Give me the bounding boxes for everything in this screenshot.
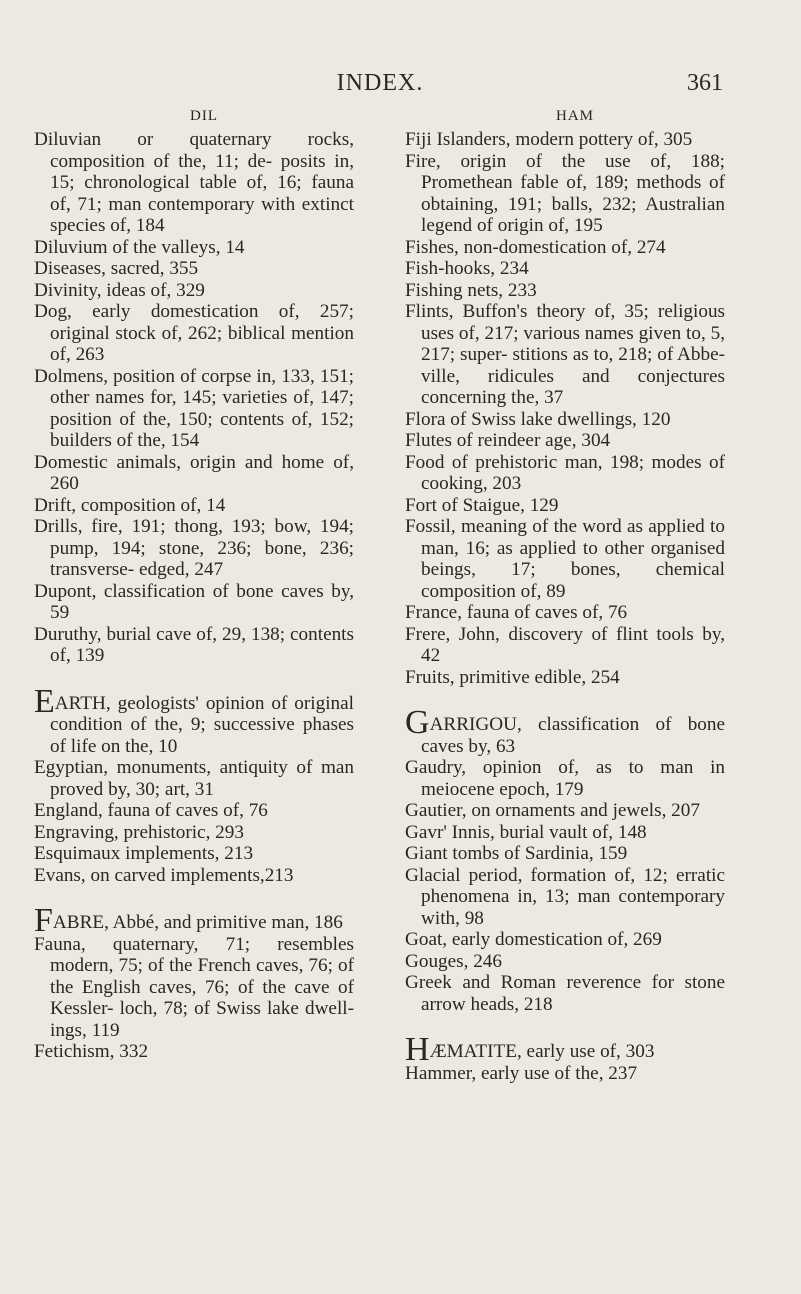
left-column <box>34 108 354 1063</box>
index-entry: Gautier, on ornaments and jewels, 207 <box>405 800 700 821</box>
index-entry: Goat, early domestication of, 269 <box>405 929 662 950</box>
index-entry: Dog, early domestication of, 257; original stock of, 262; biblical mention of, 263 <box>34 301 354 365</box>
index-entry: Engraving, prehistoric, 293 <box>34 821 244 843</box>
drop-initial: F <box>34 902 53 939</box>
index-entry: France, fauna of caves of, 76 <box>405 602 628 623</box>
index-entry: Fiji Islanders, modern pottery of, 305 <box>405 129 693 150</box>
index-entry: Frere, John, discovery of flint tools by, 42 <box>405 623 725 666</box>
index-entry-section-h <box>405 1031 725 1068</box>
page-title: INDEX. <box>336 70 424 96</box>
index-entry: Fort of Staigue, 129 <box>405 494 559 516</box>
index-entry: Fire, origin of the use of, 188; Promethean fable of, 189; methods of obtaining, 191; balls, 232; Australian legend of origin of, 195 <box>405 150 725 236</box>
index-entry: Divinity, ideas of, 329 <box>34 279 205 301</box>
index-entry: Esquimaux implements, 213 <box>34 843 254 864</box>
index-entry: Diluvium of the valleys, 14 <box>34 236 245 258</box>
index-entry: Fruits, primitive edible, 254 <box>405 666 620 688</box>
index-entry: Domestic animals, origin and home of, 260 <box>34 451 354 494</box>
index-entry: Glacial period, formation of, 12; erratic phenomena in, 13; man contemporary with, 98 <box>405 864 725 929</box>
index-entry: England, fauna of caves of, 76 <box>34 800 268 821</box>
index-entry: Fauna, quaternary, 71; resembles modern, 75; of the French caves, 76; of the English caves, 76; of the cave of Kessler- loch, 78; of Swiss lake dwell- ings, 119 <box>34 933 354 1041</box>
right-column <box>405 108 725 1084</box>
index-entry: Egyptian, monuments, antiquity of man proved by, 30; art, 31 <box>34 757 354 800</box>
index-entry: Flints, Buffon's theory of, 35; religious uses of, 217; various names given to, 5, 217; super- stitions as to, 218; of Abbe- ville, ridicules and conjectures concerning the, 37 <box>405 301 725 408</box>
index-entry: Fish-hooks, 234 <box>405 258 529 279</box>
index-entry: Evans, on carved implements,213 <box>34 864 294 886</box>
index-entry: Flora of Swiss lake dwellings, 120 <box>405 408 671 430</box>
entry-text: ÆMATITE, early use of, 303 <box>429 1041 655 1062</box>
drop-initial: E <box>34 682 55 720</box>
index-entry: Gaudry, opinion of, as to man in meiocene epoch, 179 <box>405 757 725 800</box>
index-entry-section-e <box>34 682 354 758</box>
index-entry: Fishes, non-domestication of, 274 <box>405 236 666 258</box>
index-entry: Gouges, 246 <box>405 950 502 972</box>
index-entry: Flutes of reindeer age, 304 <box>405 430 611 451</box>
index-entry: Dolmens, position of corpse in, 133, 151; other names for, 145; varieties of, 147; position of the, 150; contents of, 152; builders of the, 154 <box>34 365 354 451</box>
index-entry: Fetichism, 332 <box>34 1041 149 1062</box>
index-entry: Giant tombs of Sardinia, 159 <box>405 843 628 864</box>
index-entry: Fossil, meaning of the word as applied to man, 16; as applied to other organised beings, 17; bones, chemical composition of, 89 <box>405 516 725 602</box>
entry-text: ARTH, geologists' opinion of original condition of the, 9; successive phases of life on the, 10 <box>50 692 354 757</box>
entry-text: ARRIGOU, classification of bone caves by, 63 <box>421 714 725 757</box>
drop-initial: H <box>405 1031 430 1068</box>
index-entry: Greek and Roman reverence for stone arrow heads, 218 <box>405 972 725 1015</box>
index-entry: Dupont, classification of bone caves by, 59 <box>34 580 354 623</box>
index-entry: Drift, composition of, 14 <box>34 494 226 516</box>
index-entry: Hammer, early use of the, 237 <box>405 1062 638 1084</box>
entry-text: ABRE, Abbé, and primitive man, 186 <box>52 912 343 933</box>
index-entry: Fishing nets, 233 <box>405 279 537 301</box>
page-number: 361 <box>687 70 723 96</box>
index-entry: Diluvian or quaternary rocks, composition of the, 11; de- posits in, 15; chronological table of, 16; fauna of, 71; man contemporary with extinct species of, 184 <box>34 129 354 236</box>
right-column-head: HAM <box>555 108 594 124</box>
index-entry: Food of prehistoric man, 198; modes of cooking, 203 <box>405 451 725 494</box>
running-head <box>0 60 801 100</box>
index-entry: Drills, fire, 191; thong, 193; bow, 194; pump, 194; stone, 236; bone, 236; transverse- edged, 247 <box>34 516 354 580</box>
index-entry: Diseases, sacred, 355 <box>34 258 199 279</box>
index-entry-section-f <box>34 902 354 939</box>
index-entry: Gavr' Innis, burial vault of, 148 <box>405 821 647 843</box>
right-entries <box>405 129 725 1084</box>
left-entries <box>34 129 354 1063</box>
drop-initial: G <box>405 704 430 741</box>
index-entry-section-g <box>405 704 725 757</box>
index-entry: Duruthy, burial cave of, 29, 138; contents of, 139 <box>34 623 354 666</box>
left-column-head: DIL <box>190 108 218 124</box>
